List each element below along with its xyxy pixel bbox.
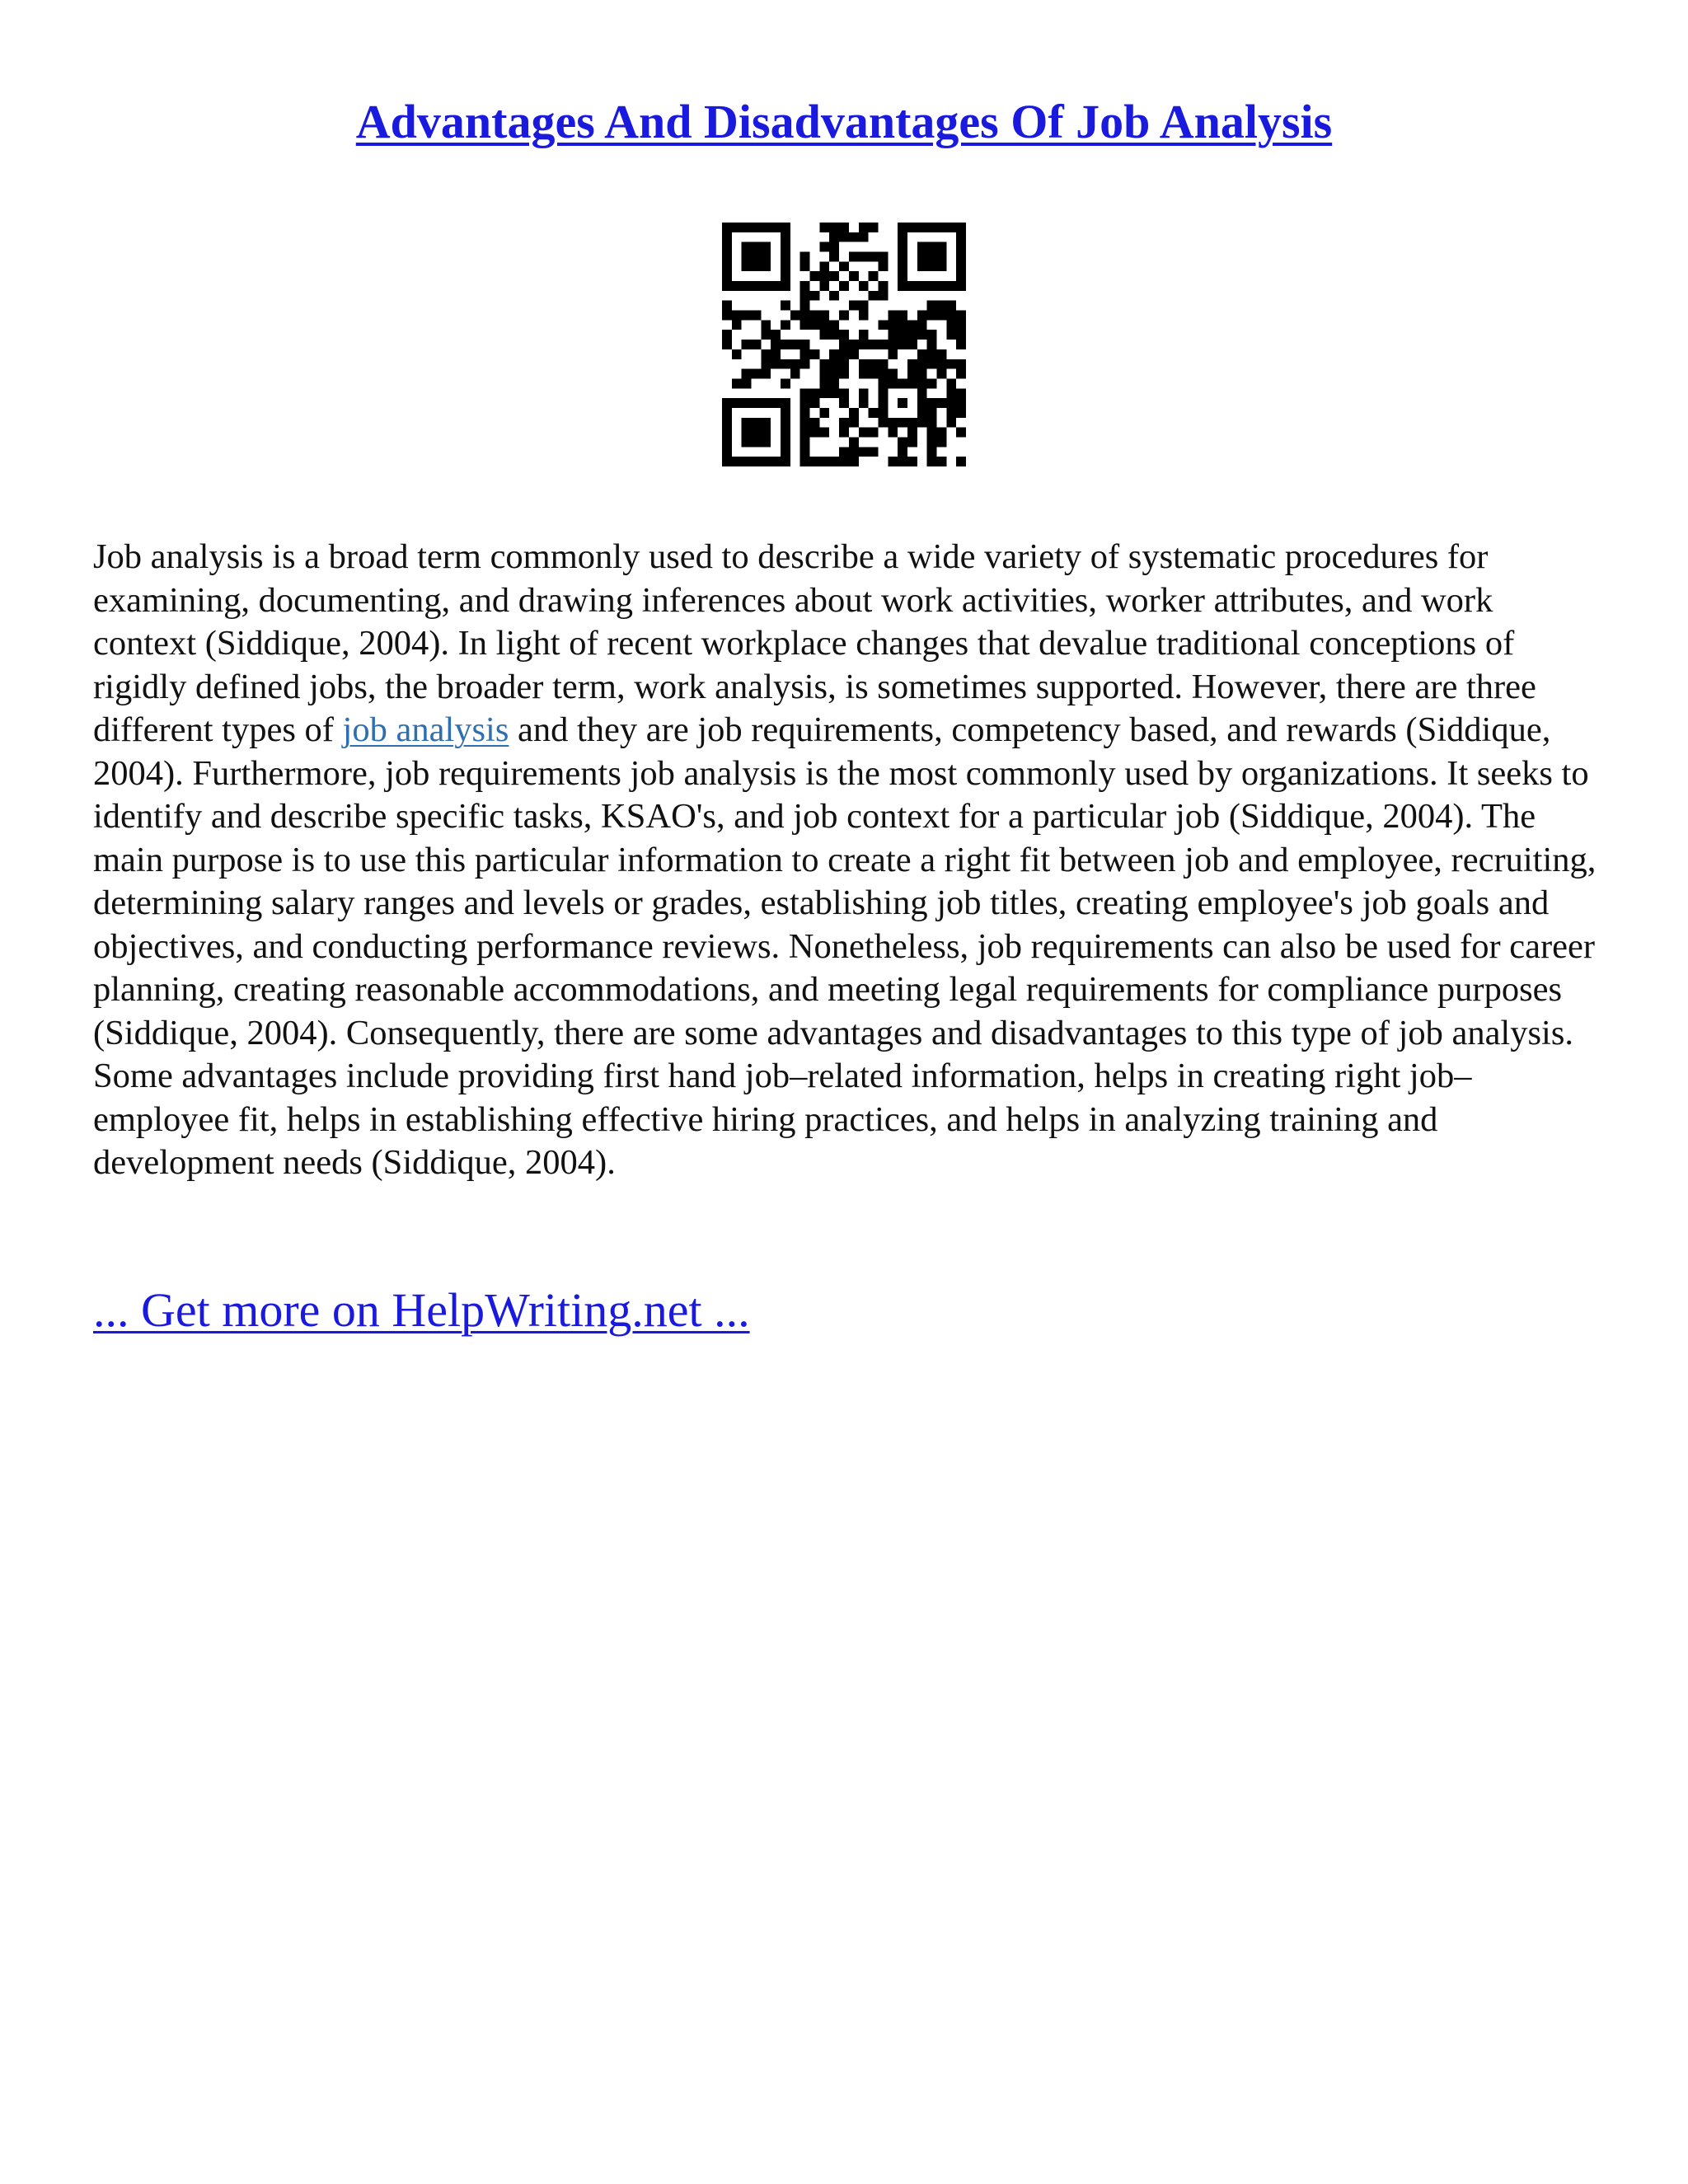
paragraph-text-after-link: and they are job requirements, competency based, and rewards (Siddique, 2004). Furthermore, job requirements job analysis is the most commonly used by organizations. It seeks to identify and describe specific tasks, KSAO's, and job context for a particular job (Siddique, 2004). The main purpose is to use this particular information to create a right fit between job and employee, recruiting, determining salary ranges and levels or grades, establishing job titles, creating employee's job goals and objectives, and conducting performance reviews. Nonetheless, job requirements can also be used for career planning, creating reasonable accommodations, and meeting legal requirements for compliance purposes (Siddique, 2004). Consequently, there are some advantages and disadvantages to this type of job analysis. Some advantages include providing first hand job–related information, helps in creating right job–employee fit, helps in establishing effective hiring practices, and helps in analyzing training and development needs (Siddique, 2004). [93, 710, 1597, 1182]
body-paragraph [93, 536, 1601, 1185]
page-title [0, 89, 1688, 155]
job-analysis-link[interactable]: job analysis [342, 710, 509, 749]
get-more-link[interactable]: ... Get more on HelpWriting.net ... [93, 1283, 750, 1337]
qr-code-graphic [722, 223, 966, 466]
qr-code-icon [722, 223, 966, 466]
paragraph-text-before-link: Job analysis is a broad term commonly used to describe a wide variety of systematic procedures for examining, documenting, and drawing inferences about work activities, worker attributes, and work context (Siddique, 2004). In light of recent workplace changes that devalue traditional conceptions of rigidly defined jobs, the broader term, work analysis, is sometimes supported. However, there are three different types of [93, 537, 1536, 749]
title-link[interactable]: Advantages And Disadvantages Of Job Analysis [355, 95, 1333, 148]
more-link-container [93, 1277, 750, 1343]
